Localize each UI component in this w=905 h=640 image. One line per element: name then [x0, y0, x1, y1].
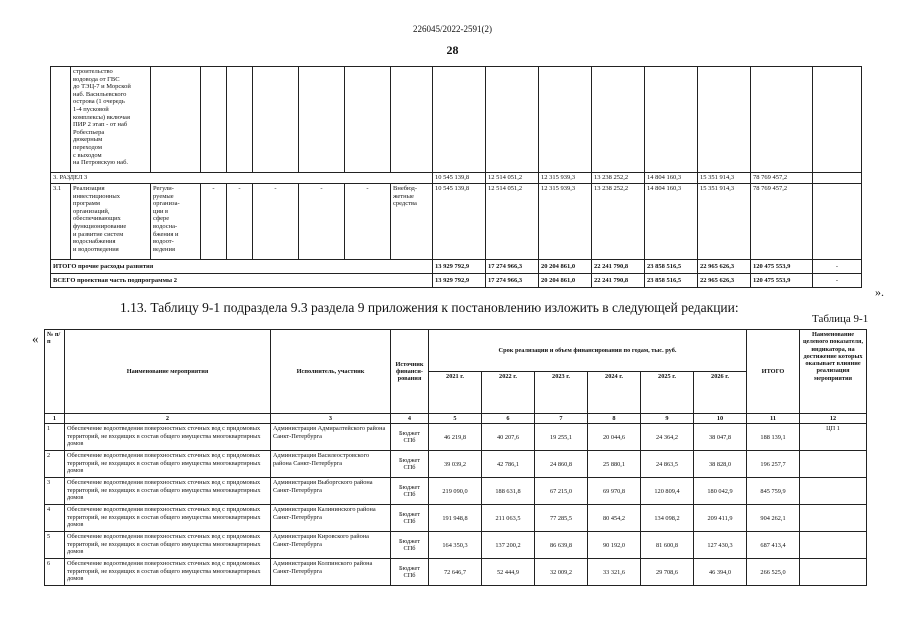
text-line: на Петровскую наб.	[73, 159, 128, 167]
indicator	[800, 451, 867, 478]
text-line: программ	[73, 200, 101, 208]
text-line: ведения	[153, 245, 175, 253]
header-name: Наименование мероприятия	[65, 330, 271, 414]
total-other-value: 20 204 861,0	[539, 260, 592, 274]
funding-value: 19 255,1	[535, 424, 588, 451]
dash-cell: -	[345, 184, 391, 260]
item-executor	[151, 184, 201, 260]
text-line: жетные	[393, 192, 414, 200]
funding-value: 80 454,2	[588, 505, 641, 532]
funding-source: Бюджет СПб	[391, 451, 429, 478]
funding-value: 164 350,3	[429, 532, 482, 559]
indicator	[800, 532, 867, 559]
header-indicator: Наименование целевого показателя, индикатора, на достижение которых оказывает влияние реализация мероприятия	[800, 330, 867, 414]
funding-value: 209 411,9	[694, 505, 747, 532]
total-project-value: 20 204 861,0	[539, 274, 592, 288]
text-line: переходом	[73, 143, 103, 151]
executor: Администрация Калининского района Санкт-Петербурга	[271, 505, 391, 532]
document-number: 226045/2022-2591(2)	[413, 24, 492, 34]
funding-value: 38 828,0	[694, 451, 747, 478]
row-number: 4	[45, 505, 65, 532]
text-line: бжения и	[153, 230, 179, 238]
item-value: 10 545 139,8	[433, 184, 486, 260]
text-line: дюкерным	[73, 136, 103, 144]
column-number: 9	[641, 414, 694, 424]
section-value: 15 351 914,3	[698, 173, 751, 184]
funding-value: 191 948,8	[429, 505, 482, 532]
section-row	[51, 173, 862, 184]
executor: Администрация Колпинского района Санкт-Петербурга	[271, 559, 391, 586]
funding-value: 24 863,5	[641, 451, 694, 478]
measure-name: Обеспечение водоотведения поверхностных сточных вод с придомовых территорий, не входящих в состав общего имущества многоквартирных домов	[65, 424, 271, 451]
header-year: 2025 г.	[641, 372, 694, 414]
text-line: функционирование	[73, 222, 127, 230]
text-line: ции в	[153, 207, 169, 215]
funding-value: 29 708,6	[641, 559, 694, 586]
funding-value: 134 098,2	[641, 505, 694, 532]
total-project-value: 120 475 553,9	[751, 274, 813, 288]
section-value: 14 804 160,3	[645, 173, 698, 184]
text-line: Внебюд-	[393, 185, 418, 192]
section-label: 3. РАЗДЕЛ 3	[51, 173, 433, 184]
dash-cell: -	[253, 184, 299, 260]
column-number: 1	[45, 414, 65, 424]
page-number: 28	[446, 43, 459, 57]
measure-description-continued	[71, 67, 151, 173]
total-project-value: 17 274 966,3	[486, 274, 539, 288]
item-value: 14 804 160,3	[645, 184, 698, 260]
funding-value: 127 430,3	[694, 532, 747, 559]
text-line: комплексы) включая	[73, 113, 130, 121]
funding-value: 845 759,9	[747, 478, 800, 505]
row-number: 2	[45, 451, 65, 478]
funding-value: 77 285,5	[535, 505, 588, 532]
total-other-value: 22 965 626,3	[698, 260, 751, 274]
column-number: 11	[747, 414, 800, 424]
opening-quote: «	[32, 331, 39, 346]
column-number: 3	[271, 414, 391, 424]
text-line: водосна-	[153, 222, 178, 230]
total-other-value: 120 475 553,9	[751, 260, 813, 274]
funding-value: 90 192,0	[588, 532, 641, 559]
funding-source: Бюджет СПб	[391, 505, 429, 532]
header-year: 2024 г.	[588, 372, 641, 414]
text-line: до ТЭЦ-7 и Морской	[73, 83, 131, 91]
text-line: строительство	[73, 68, 113, 75]
text-line: водоснабжения	[73, 238, 116, 246]
funding-value: 211 063,5	[482, 505, 535, 532]
funding-value: 188 631,8	[482, 478, 535, 505]
item-value: 13 238 252,2	[592, 184, 645, 260]
amendment-text: 1.13. Таблицу 9-1 подраздела 9.3 раздела 9 приложения к постановлению изложить в следующей редакции:	[120, 300, 739, 315]
measure-name: Обеспечение водоотведения поверхностных сточных вод с придомовых территорий, не входящих в состав общего имущества многоквартирных домов	[65, 532, 271, 559]
dash-cell: -	[201, 184, 227, 260]
text-line: ПИР 2 этап - от наб	[73, 121, 128, 129]
text-line: организаций,	[73, 207, 110, 215]
text-line: инвестиционных	[73, 192, 121, 200]
header-year: 2022 г.	[482, 372, 535, 414]
funding-value: 86 639,8	[535, 532, 588, 559]
total-project-row	[51, 274, 862, 288]
total-other-indicator: -	[813, 260, 862, 274]
text-line: и развитие систем	[73, 230, 124, 238]
table-row	[51, 67, 862, 173]
text-line: с выходом	[73, 151, 102, 159]
item-number: 3.1	[51, 184, 71, 260]
continuation-table	[50, 66, 862, 288]
funding-value: 120 809,4	[641, 478, 694, 505]
funding-value: 72 646,7	[429, 559, 482, 586]
row-number: 3	[45, 478, 65, 505]
total-project-label: ВСЕГО проектная часть подпрограммы 2	[51, 274, 433, 288]
column-number: 8	[588, 414, 641, 424]
table-row	[45, 451, 867, 478]
funding-source: Бюджет СПб	[391, 424, 429, 451]
header-year: 2021 г.	[429, 372, 482, 414]
indicator	[800, 559, 867, 586]
header-period: Срок реализации и объем финансирования по годам, тыс. руб.	[429, 330, 747, 372]
indicator: ЦП 1	[800, 424, 867, 451]
funding-value: 137 200,2	[482, 532, 535, 559]
indicator	[800, 505, 867, 532]
dash-cell: -	[299, 184, 345, 260]
column-number: 6	[482, 414, 535, 424]
funding-value: 266 525,0	[747, 559, 800, 586]
funding-value: 24 860,8	[535, 451, 588, 478]
table-row	[45, 424, 867, 451]
funding-source: Бюджет СПб	[391, 532, 429, 559]
row-number: 6	[45, 559, 65, 586]
text-line: организа-	[153, 200, 180, 208]
funding-value: 39 039,2	[429, 451, 482, 478]
text-line: руемые	[153, 192, 174, 200]
section-value: 10 545 139,8	[433, 173, 486, 184]
funding-value: 33 321,6	[588, 559, 641, 586]
funding-value: 219 090,0	[429, 478, 482, 505]
total-project-indicator: -	[813, 274, 862, 288]
funding-value: 40 207,6	[482, 424, 535, 451]
column-number: 4	[391, 414, 429, 424]
funding-value: 904 262,1	[747, 505, 800, 532]
funding-value: 38 047,8	[694, 424, 747, 451]
text-line: средства	[393, 200, 417, 208]
text-line: и водоотведения	[73, 245, 119, 253]
funding-value: 46 394,0	[694, 559, 747, 586]
header-num: № п/п	[45, 330, 65, 414]
column-number: 12	[800, 414, 867, 424]
total-other-label: ИТОГО прочие расходы развития	[51, 260, 433, 274]
closing-quote: ».	[875, 285, 884, 299]
header-year: 2023 г.	[535, 372, 588, 414]
column-number: 2	[65, 414, 271, 424]
header-source: Источник финанси-рования	[391, 330, 429, 414]
funding-value: 687 413,4	[747, 532, 800, 559]
executor: Администрация Выборгского района Санкт-Петербурга	[271, 478, 391, 505]
executor: Администрация Василеостровского района Санкт-Петербурга	[271, 451, 391, 478]
funding-source: Бюджет СПб	[391, 478, 429, 505]
item-row	[51, 184, 862, 260]
header-total: ИТОГО	[747, 330, 800, 414]
total-other-row	[51, 260, 862, 274]
total-project-value: 22 241 790,8	[592, 274, 645, 288]
funding-value: 180 042,9	[694, 478, 747, 505]
column-number: 5	[429, 414, 482, 424]
header-year: 2026 г.	[694, 372, 747, 414]
section-value: 12 315 939,3	[539, 173, 592, 184]
text-line: водоот-	[153, 238, 174, 246]
funding-value: 69 970,8	[588, 478, 641, 505]
funding-value: 188 139,1	[747, 424, 800, 451]
total-other-value: 22 241 790,8	[592, 260, 645, 274]
total-project-value: 23 858 516,5	[645, 274, 698, 288]
measure-name: Обеспечение водоотведения поверхностных сточных вод с придомовых территорий, не входящих в состав общего имущества многоквартирных домов	[65, 505, 271, 532]
text-line: острова (1 очередь	[73, 98, 125, 106]
total-other-value: 23 858 516,5	[645, 260, 698, 274]
text-line: обеспечивающих	[73, 215, 121, 223]
total-other-value: 17 274 966,3	[486, 260, 539, 274]
funding-value: 32 009,2	[535, 559, 588, 586]
item-value: 12 514 051,2	[486, 184, 539, 260]
item-value: 12 315 939,3	[539, 184, 592, 260]
column-number: 10	[694, 414, 747, 424]
total-project-value: 22 965 626,3	[698, 274, 751, 288]
item-value: 15 351 914,3	[698, 184, 751, 260]
item-source	[391, 184, 433, 260]
executor: Администрация Кировского района Санкт-Петербурга	[271, 532, 391, 559]
indicator	[800, 478, 867, 505]
measure-name: Обеспечение водоотведения поверхностных сточных вод с придомовых территорий, не входящих в состав общего имущества многоквартирных домов	[65, 451, 271, 478]
text-line: Регули-	[153, 185, 174, 192]
text-line: Робеспьера	[73, 128, 105, 136]
header-row	[45, 330, 867, 372]
funding-value: 42 786,1	[482, 451, 535, 478]
text-line: сфере	[153, 215, 170, 223]
funding-value: 24 364,2	[641, 424, 694, 451]
column-numbers-row	[45, 414, 867, 424]
funding-value: 20 044,6	[588, 424, 641, 451]
table-9-1	[44, 329, 867, 586]
funding-source: Бюджет СПб	[391, 559, 429, 586]
row-number: 1	[45, 424, 65, 451]
funding-value: 52 444,9	[482, 559, 535, 586]
table-row	[45, 532, 867, 559]
item-value: 78 769 457,2	[751, 184, 813, 260]
column-number: 7	[535, 414, 588, 424]
funding-value: 46 219,8	[429, 424, 482, 451]
executor: Администрация Адмиралтейского района Санкт-Петербурга	[271, 424, 391, 451]
funding-value: 196 257,7	[747, 451, 800, 478]
funding-value: 25 880,1	[588, 451, 641, 478]
header-executor: Исполнитель, участник	[271, 330, 391, 414]
section-value: 13 238 252,2	[592, 173, 645, 184]
row-number: 5	[45, 532, 65, 559]
total-project-value: 13 929 792,9	[433, 274, 486, 288]
text-line: Реализация	[73, 185, 105, 192]
section-value: 12 514 051,2	[486, 173, 539, 184]
table-row	[45, 505, 867, 532]
section-value: 78 769 457,2	[751, 173, 813, 184]
total-other-value: 13 929 792,9	[433, 260, 486, 274]
text-line: наб. Васильевского	[73, 90, 127, 98]
table-row	[45, 559, 867, 586]
dash-cell: -	[227, 184, 253, 260]
funding-value: 81 600,8	[641, 532, 694, 559]
item-name	[71, 184, 151, 260]
text-line: водовода от ГВС	[73, 75, 120, 83]
measure-name: Обеспечение водоотведения поверхностных сточных вод с придомовых территорий, не входящих в состав общего имущества многоквартирных домов	[65, 478, 271, 505]
text-line: 1-4 пусковой	[73, 105, 109, 113]
funding-value: 67 215,0	[535, 478, 588, 505]
measure-name: Обеспечение водоотведения поверхностных сточных вод с придомовых территорий, не входящих в состав общего имущества многоквартирных домов	[65, 559, 271, 586]
table-row	[45, 478, 867, 505]
table-caption: Таблица 9-1	[812, 313, 869, 325]
